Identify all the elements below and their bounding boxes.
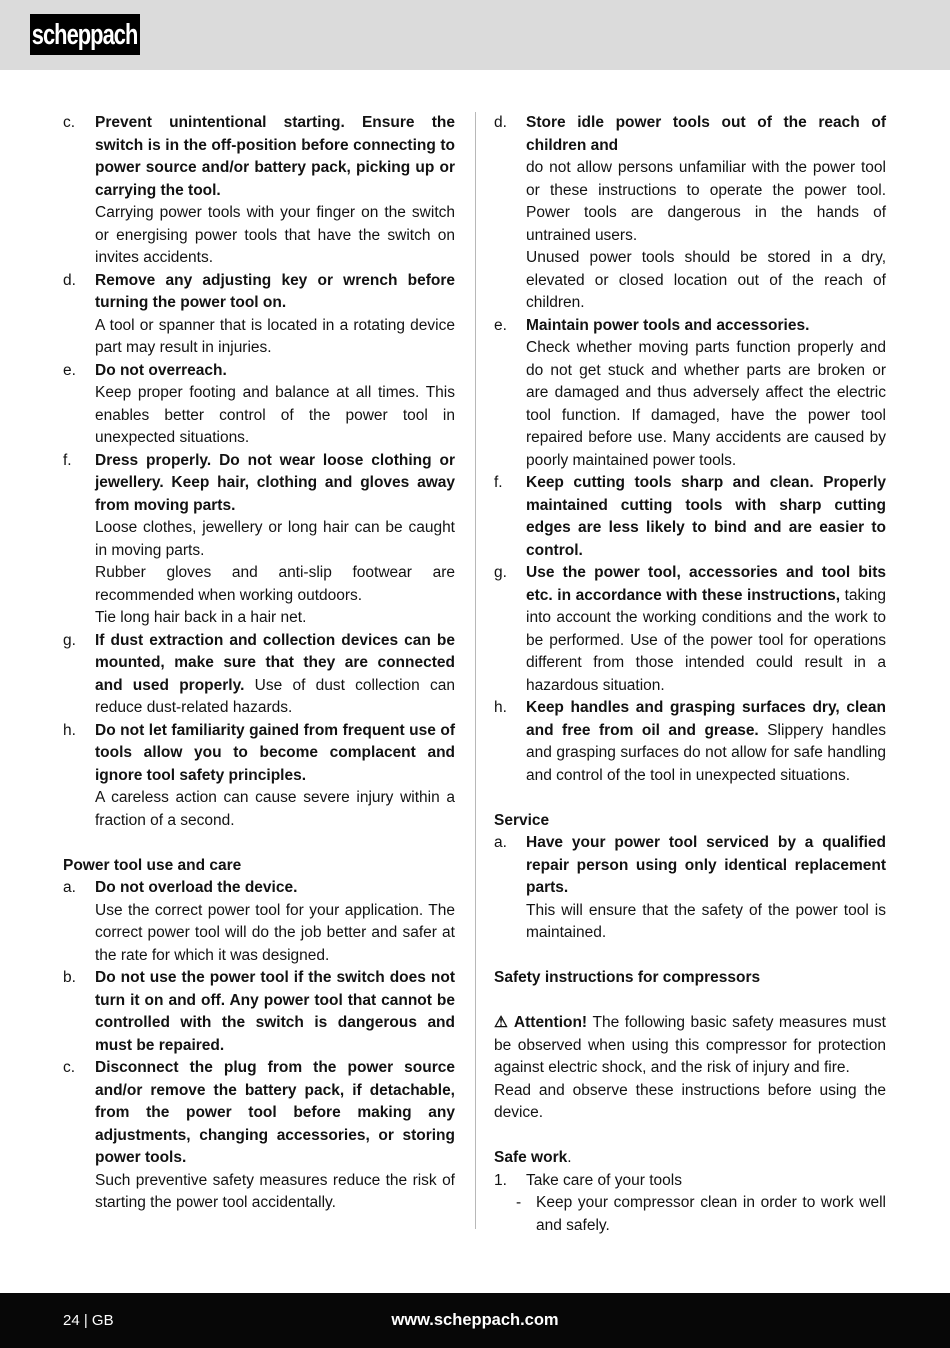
item-label: h.	[494, 699, 507, 716]
paragraph	[526, 472, 886, 562]
item-body	[95, 877, 455, 967]
list-item	[494, 832, 886, 945]
warning-icon: ⚠	[494, 1014, 514, 1031]
paragraph-block	[494, 1147, 886, 1170]
item-label: a.	[63, 879, 76, 896]
item-body	[526, 472, 886, 562]
body-text: Slippery handles and grasping surfaces do not allow for safe handling and control of the tool in unexpected situations.	[526, 721, 886, 784]
section-heading: Safety instructions for compressors	[494, 969, 761, 986]
item-label: f.	[494, 474, 503, 491]
paragraph	[95, 900, 455, 968]
item-label: c.	[63, 114, 76, 131]
item-label: h.	[63, 721, 76, 739]
item-label: g.	[63, 631, 76, 649]
bold-text: Keep handles and grasping surfaces dry, clean and free from oil and grease.	[526, 699, 886, 739]
body-text: A careless action can cause severe injury within a fraction of a second.	[95, 789, 455, 829]
bold-text: Remove any adjusting key or wrench before turning the power tool on.	[95, 271, 455, 311]
paragraph	[95, 1170, 455, 1215]
list-item	[494, 112, 886, 315]
item-body	[95, 967, 455, 1057]
left-column	[63, 112, 455, 1237]
page-number: 24 | GB	[63, 1312, 114, 1329]
bold-text: Have your power tool serviced by a qualified repair person using only identical replacement parts.	[526, 834, 886, 896]
item-label: a.	[494, 834, 507, 851]
list-item	[63, 1057, 455, 1215]
body-text: Keep your compressor clean in order to work well and safely.	[536, 1194, 886, 1234]
paragraph	[95, 202, 455, 270]
footer-band	[0, 1293, 950, 1348]
body-text: .	[567, 1149, 572, 1166]
paragraph	[95, 382, 455, 450]
paragraph	[95, 270, 455, 315]
bold-text: If dust extraction and collection devices can be mounted, make sure that they are connected and used properly.	[95, 631, 455, 694]
body-text: Use the correct power tool for your application. The correct power tool will do the job better and safer at the rate for which it was designed.	[95, 901, 455, 964]
paragraph	[95, 450, 455, 518]
paragraph	[526, 315, 886, 338]
body-text: Carrying power tools with your finger on the switch or energising power tools that have the switch on invites accidents.	[95, 204, 455, 266]
list-item	[494, 472, 886, 562]
list-item	[63, 450, 455, 630]
scheppach-logo	[30, 14, 140, 55]
bold-text: Do not let familiarity gained from frequent use of tools allow you to become complacent and ignore tool safety principles.	[95, 721, 455, 784]
paragraph	[95, 787, 455, 832]
list-item	[494, 562, 886, 697]
paragraph	[526, 1170, 886, 1193]
item-body	[526, 832, 886, 945]
item-body	[536, 1192, 886, 1237]
body-text: Read and observe these instructions before using the device.	[494, 1081, 886, 1121]
bold-text: Do not overload the device.	[95, 879, 298, 896]
paragraph	[526, 112, 886, 157]
list-item	[63, 967, 455, 1057]
paragraph	[526, 900, 886, 945]
right-column	[494, 112, 886, 1237]
body-text: taking into account the working conditions and the work to be performed. Use of the power tool for operations different from those intended could result in a hazardous situation.	[526, 586, 886, 694]
bold-text: Disconnect the plug from the power source and/or remove the battery pack, if detachable, from the power tool before making any adjustments, changing accessories, or storing power tools.	[95, 1059, 455, 1166]
paragraph	[95, 562, 455, 607]
bold-text: Store idle power tools out of the reach of children and	[526, 114, 886, 154]
logo-text: scheppach	[32, 17, 138, 51]
item-body	[95, 360, 455, 450]
page-content	[0, 70, 950, 1237]
paragraph	[526, 247, 886, 315]
item-body	[95, 1057, 455, 1215]
paragraph	[536, 1192, 886, 1237]
bold-text: Keep cutting tools sharp and clean. Properly maintained cutting tools with sharp cutting edges are less likely to bind and are easier to control.	[526, 474, 886, 559]
item-body	[526, 315, 886, 473]
item-label: c.	[63, 1059, 76, 1076]
bold-text: Maintain power tools and accessories.	[526, 316, 810, 334]
item-body	[526, 112, 886, 315]
item-label: e.	[63, 361, 76, 379]
bold-text: Prevent unintentional starting. Ensure the switch is in the off-position before connecting to power source and/or battery pack, picking up or carrying the tool.	[95, 114, 455, 199]
body-text: Rubber gloves and anti-slip footwear are recommended when working outdoors.	[95, 564, 455, 604]
item-body	[526, 1170, 886, 1193]
header-band	[0, 0, 950, 70]
list-item	[494, 1170, 886, 1193]
bold-text: Use the power tool, accessories and tool bits etc. in accordance with these instructions,	[526, 564, 886, 604]
paragraph	[494, 1147, 886, 1170]
item-label: 1.	[494, 1171, 507, 1189]
list-item	[63, 720, 455, 833]
item-label: e.	[494, 316, 507, 334]
body-text: do not allow persons unfamiliar with the power tool or these instructions to operate the power tool. Power tools are dangerous in the hands of untrained users.	[526, 159, 886, 244]
item-body	[95, 270, 455, 360]
item-body	[526, 562, 886, 697]
paragraph	[526, 157, 886, 247]
paragraph	[526, 697, 886, 787]
list-item	[63, 877, 455, 967]
list-item	[494, 1192, 886, 1237]
list-item	[63, 630, 455, 720]
item-body	[95, 720, 455, 833]
section-heading: Service	[494, 811, 550, 829]
body-text: Unused power tools should be stored in a dry, elevated or closed location out of the reach of children.	[526, 249, 886, 311]
paragraph	[95, 1057, 455, 1170]
paragraph	[526, 832, 886, 900]
body-text: Such preventive safety measures reduce the risk of starting the power tool accidentally.	[95, 1171, 455, 1211]
paragraph	[95, 360, 455, 383]
paragraph	[95, 720, 455, 788]
section-heading: Power tool use and care	[63, 856, 242, 874]
body-text: Use of dust collection can reduce dust-related hazards.	[95, 676, 456, 716]
bold-text: Attention!	[513, 1014, 593, 1031]
body-text: Loose clothes, jewellery or long hair can be caught in moving parts.	[95, 519, 455, 559]
list-item	[63, 270, 455, 360]
list-item	[494, 697, 886, 787]
body-text: A tool or spanner that is located in a rotating device part may result in injuries.	[95, 316, 455, 356]
item-label: g.	[494, 564, 507, 581]
item-body	[526, 697, 886, 787]
body-text: Check whether moving parts function properly and do not get stuck and whether parts are broken or are damaged and thus adversely affect the electric tool function. If damaged, have the power tool repaired before use. Many accidents are caused by poorly maintained power tools.	[526, 339, 886, 469]
list-item	[63, 360, 455, 450]
item-body	[95, 630, 455, 720]
paragraph	[95, 877, 455, 900]
item-body	[95, 112, 455, 270]
list-item	[494, 315, 886, 473]
bold-text: Safe work	[494, 1149, 568, 1166]
paragraph	[494, 1080, 886, 1125]
paragraph	[494, 1012, 886, 1080]
paragraph	[95, 315, 455, 360]
body-text: The following basic safety measures must be observed when using this compressor for protection against electric shock, and the risk of injury and fire.	[494, 1014, 886, 1076]
paragraph-block	[494, 1012, 886, 1125]
item-label: d.	[494, 114, 507, 131]
body-text: This will ensure that the safety of the power tool is maintained.	[526, 901, 886, 941]
paragraph	[526, 337, 886, 472]
bold-text: Do not overreach.	[95, 361, 227, 379]
column-divider	[475, 112, 476, 1229]
paragraph	[95, 967, 455, 1057]
item-label: d.	[63, 271, 76, 289]
body-text: Take care of your tools	[526, 1171, 682, 1189]
paragraph	[95, 630, 455, 720]
website-url: www.scheppach.com	[391, 1311, 559, 1329]
paragraph	[526, 562, 886, 697]
list-item	[63, 112, 455, 270]
item-label: b.	[63, 969, 76, 986]
paragraph	[95, 517, 455, 562]
bold-text: Dress properly. Do not wear loose clothing or jewellery. Keep hair, clothing and gloves away from moving parts.	[95, 451, 455, 514]
paragraph	[95, 607, 455, 630]
paragraph	[95, 112, 455, 202]
item-body	[95, 450, 455, 630]
item-label: f.	[63, 451, 72, 469]
bold-text: Do not use the power tool if the switch does not turn it on and off. Any power tool that cannot be controlled with the switch is dangerous and must be repaired.	[95, 969, 455, 1054]
body-text: Keep proper footing and balance at all times. This enables better control of the power tool in unexpected situations.	[95, 384, 455, 446]
item-label: -	[516, 1194, 522, 1211]
body-text: Tie long hair back in a hair net.	[95, 609, 307, 626]
